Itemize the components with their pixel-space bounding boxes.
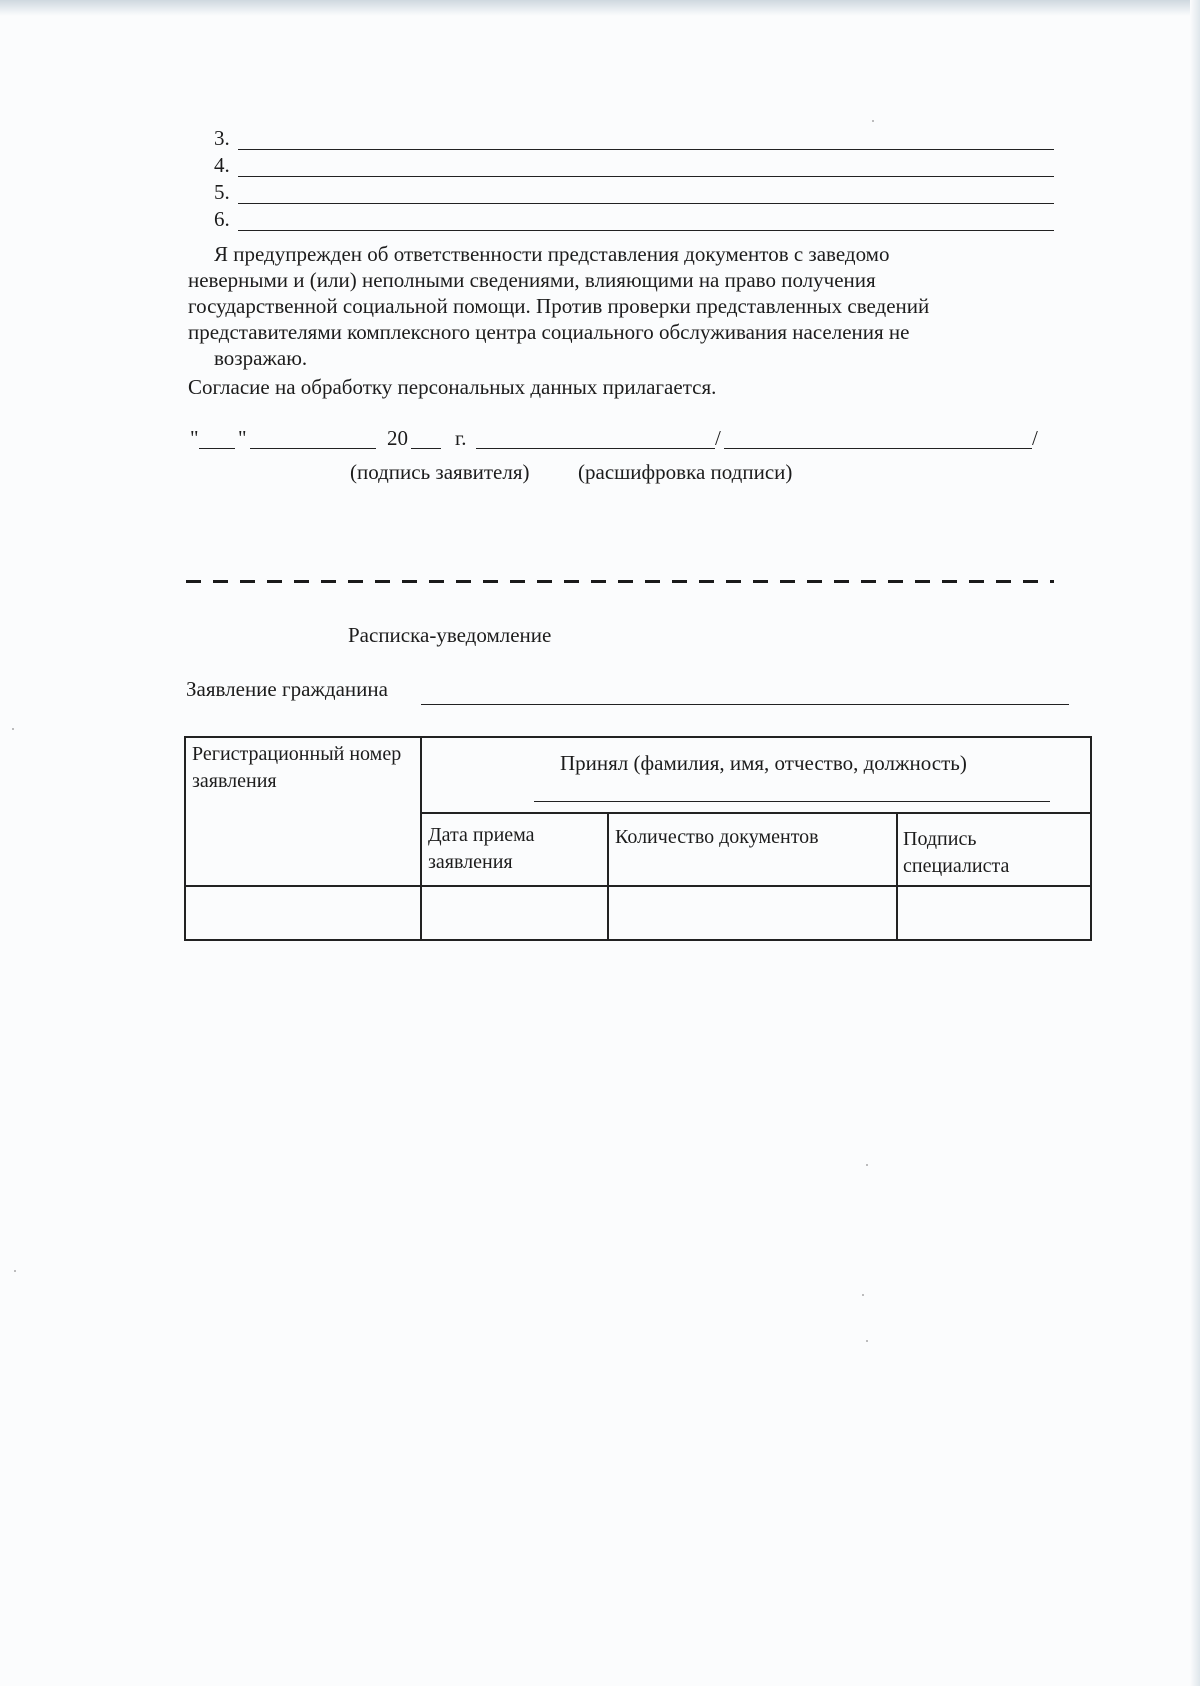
scan-top-edge — [0, 0, 1200, 16]
blank-line-4[interactable] — [214, 155, 1054, 179]
header-reg-number: Регистрационный номер заявления — [192, 743, 402, 792]
line-rule — [238, 176, 1054, 177]
day-blank[interactable] — [199, 448, 235, 449]
consent-text: Согласие на обработку персональных данных прилагается. — [188, 375, 717, 399]
line-number: 5. — [214, 180, 230, 204]
applicant-signature-blank[interactable] — [476, 448, 715, 449]
blank-line-3[interactable] — [214, 128, 1054, 152]
year-suffix: г. — [455, 426, 467, 450]
signature-end-separator: / — [1032, 426, 1038, 450]
line-rule — [238, 149, 1054, 150]
cut-line — [186, 580, 1054, 583]
year-blank[interactable] — [411, 448, 441, 449]
scan-speck — [14, 1270, 16, 1272]
applicant-label: Заявление гражданина — [186, 677, 388, 701]
signature-separator: / — [715, 426, 721, 450]
header-date-received: Дата приема заявления — [428, 824, 535, 873]
declaration-line-5: возражаю. — [214, 346, 308, 370]
cell-specialist-signature[interactable] — [898, 887, 1090, 939]
year-prefix: 20 — [387, 426, 408, 450]
accepted-by-blank[interactable] — [534, 801, 1050, 802]
header-accepted-by: Принял (фамилия, имя, отчество, должность) — [560, 751, 967, 775]
decoding-caption: (расшифровка подписи) — [578, 460, 793, 484]
month-blank[interactable] — [250, 448, 376, 449]
blank-line-5[interactable] — [214, 182, 1054, 206]
table-border-right — [1090, 736, 1092, 941]
header-documents-count: Количество документов — [615, 826, 819, 848]
cell-date-received[interactable] — [422, 887, 607, 939]
header-specialist-signature: Подпись специалиста — [903, 828, 1010, 877]
declaration-line-4: представителями комплексного центра социального обслуживания населения не — [188, 320, 910, 344]
scan-speck — [12, 728, 14, 730]
signature-decoding-blank[interactable] — [724, 448, 1032, 449]
line-number: 4. — [214, 153, 230, 177]
table-border-top — [184, 736, 1092, 738]
line-rule — [238, 203, 1054, 204]
table-border-bottom — [184, 939, 1092, 941]
scan-speck — [872, 120, 874, 122]
line-rule — [238, 230, 1054, 231]
receipt-title: Расписка-уведомление — [348, 623, 552, 647]
declaration-line-3: государственной социальной помощи. Против проверки представленных сведений — [188, 294, 930, 318]
line-number: 6. — [214, 207, 230, 231]
declaration-line-1: Я предупрежден об ответственности представления документов с заведомо — [214, 242, 890, 266]
declaration-line-2: неверными и (или) неполными сведениями, влияющими на право получения — [188, 268, 876, 292]
date-close-quote: " — [238, 426, 247, 450]
scan-speck — [866, 1340, 868, 1342]
line-number: 3. — [214, 126, 230, 150]
blank-line-6[interactable] — [214, 209, 1054, 233]
table-divider-accepted — [421, 812, 1092, 814]
signature-caption: (подпись заявителя) — [350, 460, 530, 484]
scan-speck — [862, 1294, 864, 1296]
applicant-name-blank[interactable] — [421, 704, 1069, 705]
date-open-quote: " — [190, 426, 199, 450]
cell-reg-number[interactable] — [186, 887, 420, 939]
scan-right-edge — [1190, 0, 1200, 1686]
scan-speck — [866, 1164, 868, 1166]
cell-documents-count[interactable] — [609, 887, 896, 939]
